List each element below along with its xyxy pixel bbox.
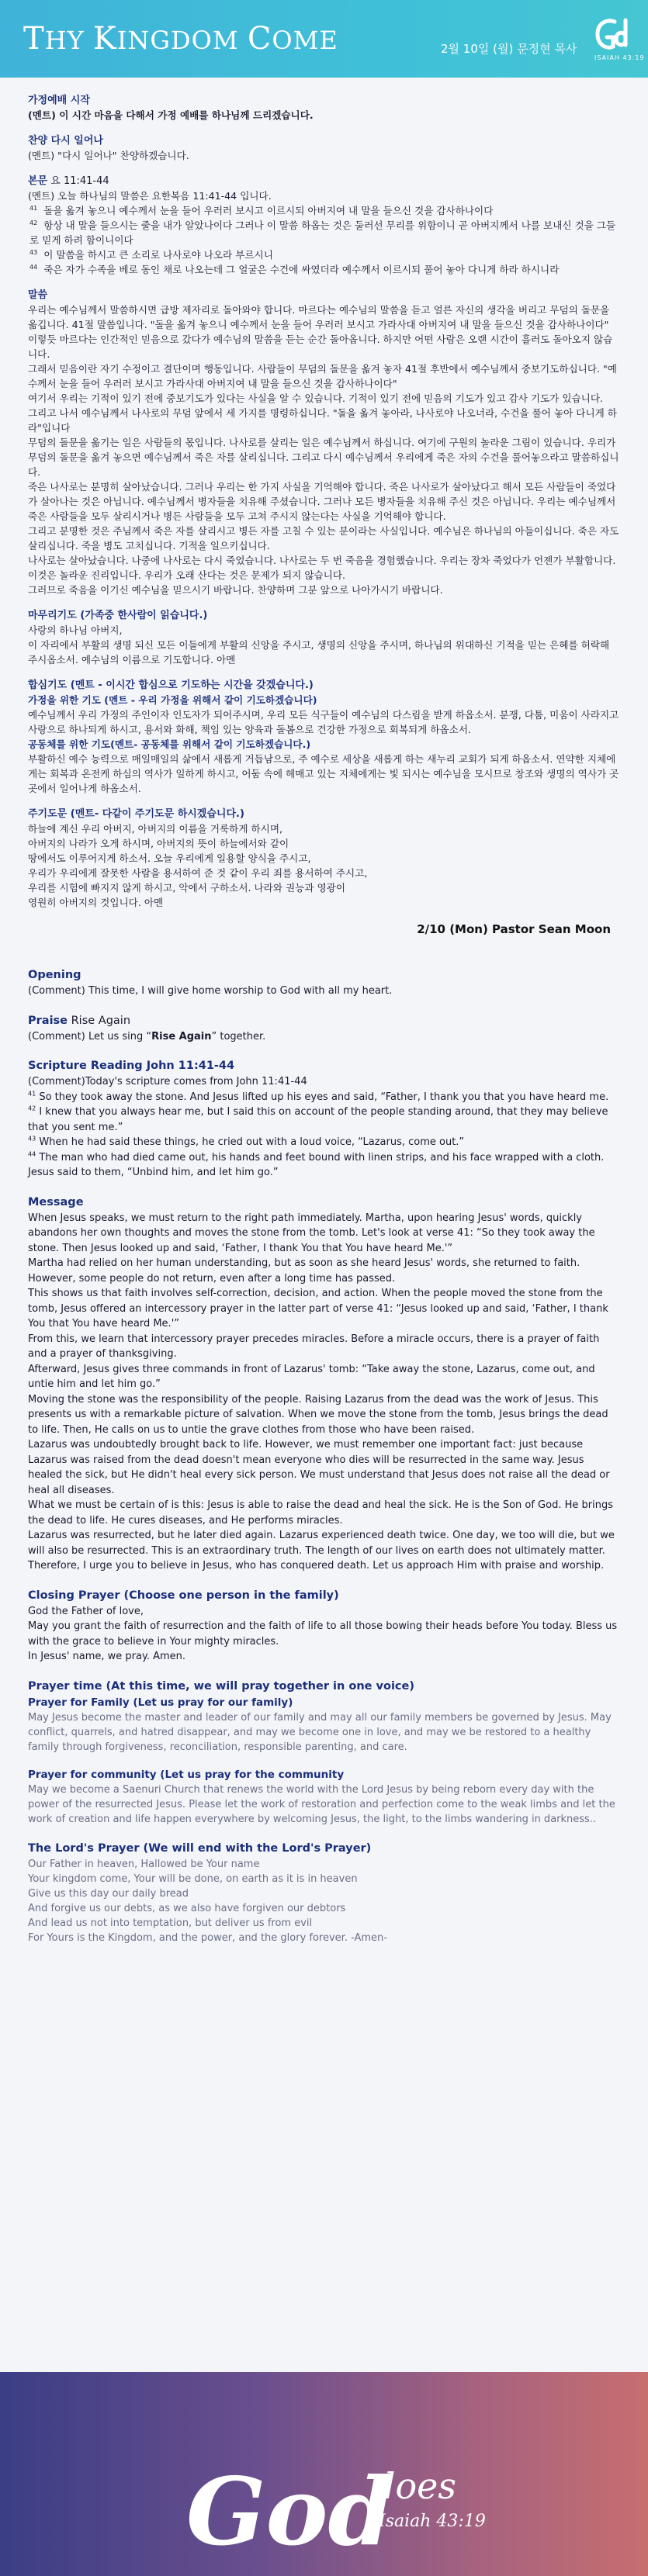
kr-lords-prayer-line: 땅에서도 이루어지게 하소서. 오늘 우리에게 일용할 양식을 주시고, [28,852,311,864]
en-lords-prayer-line: And forgive us our debts, as we also have forgiven our debtors [28,1902,346,1914]
header-banner [0,0,648,78]
en-message-title: Message [28,1195,84,1208]
pastor-signature: 2/10 (Mon) Pastor Sean Moon [417,922,611,936]
kr-opening-title: 가정예배 시작 [28,95,90,106]
en-closing-prayer-title: Closing Prayer (Choose one person in the family) [28,1589,339,1602]
en-closing-prayer-line: In Jesus' name, we pray. Amen. [28,1651,186,1662]
en-praise-text: (Comment) Let us sing “Rise Again” together. [28,1030,266,1043]
kr-scripture-intro: (멘트) 오늘 하나님의 말씀은 요한복음 11:41-44 입니다. [28,190,272,202]
kr-closing-prayer-title: 마무리기도 (가족중 한사람이 읽습니다.) [28,610,208,621]
en-message-section [28,1195,620,1574]
en-lords-prayer-section [28,1841,620,1945]
kr-closing-prayer-line: 사랑의 하나님 아버지, [28,624,123,636]
kr-closing-prayer-section [28,608,620,667]
kr-message-paragraph: 그리고 분명한 것은 주님께서 죽은 자를 살리시고 병든 자를 고칠 수 있는 분이라는 사실입니다. 예수님은 하나님의 아들이십니다. 죽은 자도 살리십니다. 죽을 병도 고치십니다. 기적을 일으키십니다. [28,525,619,552]
en-prayer-time-title: Prayer time (At this time, we will pray together in one voice) [28,1679,414,1693]
kr-group-prayer-section [28,678,620,796]
kr-verse: $^{41}$ 돌을 옮겨 놓으니 예수께서 눈을 들어 우러러 보시고 이르시되 아버지여 내 말을 들으신 것을 감사하나이다 [29,204,494,216]
footer-does-text: does [373,2465,456,2507]
kr-community-prayer-title: 공동체를 위한 기도(멘트- 공동체를 위해서 같이 기도하겠습니다.) [28,738,311,750]
en-verse: $^{44}$ The man who had died came out, his hands and feet bound with linen strips, and his face wrapped with a cloth. Jesus said to them, “Unbind him, and let him go.” [28,1150,605,1178]
kr-scripture-title: 본문 요 11:41-44 [28,175,109,187]
en-message-paragraph: From this, we learn that intercessory prayer precedes miracles. Before a miracle occurs, there is a prayer of faith and a prayer of thanksgiving. [28,1333,600,1360]
en-opening-text: (Comment) This time, I will give home worship to God with all my heart. [28,985,393,997]
kr-praise-section [28,133,620,163]
kr-lords-prayer-line: 아버지의 나라가 오게 하시며, 아버지의 뜻이 하늘에서와 같이 [28,838,289,849]
kr-message-paragraph: 이렇듯 마르다는 인간적인 믿음으로 갔다가 예수님의 말씀을 듣는 순간 돌아옵니다. 하지만 어떤 사람은 오랜 시간이 흘러도 돌아오지 않습니다. [28,334,613,360]
en-opening-section [28,967,620,999]
en-lords-prayer-line: Our Father in heaven, Hallowed be Your name [28,1858,260,1870]
en-lords-prayer-line: And lead us not into temptation, but deliver us from evil [28,1917,313,1929]
en-message-paragraph: Lazarus was resurrected, but he later died again. Lazarus experienced death twice. One day, we too will die, but we will also be resurrected. This is an extraordinary truth. The length of our lives on earth does not ultimately matter. [28,1530,615,1557]
god-does-logo-icon [591,14,633,56]
kr-praise-title: 찬양 다시 일어나 [28,135,103,147]
en-message-paragraph: Therefore, I urge you to believe in Jesus, who has conquered death. Let us approach Him with praise and worship. [28,1560,605,1572]
kr-lords-prayer-line: 우리를 시험에 빠지지 않게 하시고, 악에서 구하소서. 나라와 권능과 영광이 [28,882,346,894]
en-lords-prayer-line: For Yours is the Kingdom, and the power, and the glory forever. -Amen- [28,1931,387,1944]
footer-god-text: God [186,2457,393,2567]
kr-message-paragraph: 무덤의 돌문을 옮기는 일은 사람들의 몫입니다. 나사로를 살리는 일은 예수님께서 하십니다. 여기에 구원의 놀라운 그림이 있습니다. 우리가 무덤의 돌문을 옮겨 놓으면 예수님께서 죽은 자를 살리십니다. 그리고 다시 예수님께서 우리에게 죽은 자의 수건을 풀어놓으라고 말씀하십니다. [28,437,619,478]
kr-closing-prayer-line: 이 자리에서 부활의 생명 되신 모든 이들에게 부활의 신앙을 주시고, 생명의 신앙을 주시며, 하나님의 위대하신 기적을 믿는 은혜를 허락해 주시옵소서. 예수님의 이름으로 기도합니다. 아멘 [28,639,610,666]
kr-message-title: 말씀 [28,289,48,301]
en-message-paragraph: Martha had relied on her human understanding, but as soon as she heard Jesus' words, she returned to faith. However, some people do not return, even after a long time has passed. [28,1257,580,1285]
page-title: THY KINGDOM COME [23,21,338,57]
en-message-paragraph: Lazarus was undoubtedly brought back to life. However, we must remember one important fact: just because Lazarus was raised from the dead doesn't mean everyone who dies will be resurrected in the same way. Jesus healed the sick, but He didn't heal every sick person. We must understand that Jesus does not raise all the dead or heal all diseases. [28,1439,610,1496]
kr-message-paragraph: 나사로는 살아났습니다. 나중에 나사로는 다시 죽었습니다. 나사로는 두 번 죽음을 경험했습니다. 우리는 장차 죽었다가 언젠가 부활합니다. 이것은 놀라운 진리입니다. 우리가 오래 산다는 것은 문제가 되지 않습니다. [28,555,616,581]
en-opening-title: Opening [28,969,81,981]
kr-community-prayer-text: 부활하신 예수 능력으로 매일매일의 삶에서 새롭게 거듭남으로, 주 예수로 세상을 새롭게 하는 새누리 교회가 되게 하옵소서. 연약한 지체에게는 회복과 온전케 하심의 역사가 일하게 하시고, 어둠 속에 헤매고 있는 지체에게는 빛 되시는 예수님을 모시므로 창조와 생명의 역사가 곳곳에서 일어나게 하옵소서. [28,753,619,794]
en-message-paragraph: Afterward, Jesus gives three commands in front of Lazarus' tomb: “Take away the stone, Lazarus, come out, and untie him and let him go.” [28,1363,595,1390]
kr-message-paragraph: 우리는 예수님께서 말씀하시면 급방 제자리로 돌아와야 합니다. 마르다는 예수님의 말씀을 듣고 얼른 자신의 생각을 버리고 무덤의 돌문을 옮깁니다. 41절 말씀입니다. "돌을 옮겨 놓으니 예수께서 눈을 들어 우러러 보시고 가라사대 아버지여 내 말을 들으신 것을 감사하나이다" [28,304,610,330]
kr-message-section [28,288,620,597]
en-message-paragraph: This shows us that faith involves self-correction, decision, and action. When the people moved the stone from the tomb, Jesus offered an intercessory prayer in the latter part of verse 41: “Jesus looked up and said, ‘Father, I thank You that You have heard Me.'” [28,1288,608,1329]
kr-praise-text: (멘트) "다시 일어나" 찬양하겠습니다. [28,150,189,161]
kr-opening-section [28,93,620,123]
kr-message-paragraph: 여기서 우리는 기적이 있기 전에 중보기도가 있다는 사실을 알 수 있습니다. 기적이 있기 전에 믿음의 기도가 있고 감사 기도가 있습니다. [28,392,604,404]
en-family-prayer-text: May Jesus become the master and leader of our family and may all our family members be governed by Jesus. May conflict, quarrels, and hatred disappear, and may we become one in love, and may we be restored to a healthy family through forgiveness, reconciliation, responsible parenting, and care. [28,1711,612,1753]
kr-lords-prayer-line: 하늘에 계신 우리 아버지, 아버지의 이름을 거룩하게 하시며, [28,823,283,835]
kr-verse-list [28,203,620,277]
en-praise-title: Praise Rise Again [28,1014,131,1027]
en-verse: $^{43}$ When he had said these things, he cried out with a loud voice, “Lazarus, come out.” [28,1135,465,1148]
kr-verse: $^{44}$ 죽은 자가 수족을 베로 동인 채로 나오는데 그 얼굴은 수건에 싸였더라 예수께서 이르시되 풀어 놓아 다니게 하라 하시니라 [29,263,560,275]
en-lords-prayer-title: The Lord's Prayer (We will end with the Lord's Prayer) [28,1841,372,1855]
kr-family-prayer-title: 가정을 위한 기도 (멘트 - 우리 가정을 위해서 같이 기도하겠습니다) [28,694,317,706]
kr-family-prayer-text: 예수님께서 우리 가정의 주인이자 인도자가 되어주시며, 우리 모든 식구들이 예수님의 다스림을 받게 하옵소서. 분쟁, 다툼, 미움이 사라지고 사랑으로 하나되게 하시고, 용서와 화해, 책임 있는 양육과 돌봄으로 건강한 가정으로 회복되게 하옵소서. [28,709,619,735]
sermon-date: 2월 10일 (월) 문정현 목사 [441,42,577,56]
kr-lords-prayer-line: 영원히 아버지의 것입니다. 아멘 [28,897,164,908]
kr-message-paragraph: 그러므로 죽음을 이기신 예수님을 믿으시기 바랍니다. 찬양하며 그분 앞으로 나아가시기 바랍니다. [28,584,443,596]
kr-verse: $^{42}$ 항상 내 말을 들으시는 줄을 내가 알았나이다 그러나 이 말씀 하옵는 것은 둘러선 무리를 위함이니 곧 아버지께서 나를 보내신 것을 그들로 믿게 하려 함이니이다 [29,219,616,246]
logo-caption: ISAIAH 43:19 [594,54,645,61]
en-community-prayer-title: Prayer for community (Let us pray for the community [28,1768,345,1781]
kr-lords-prayer-title: 주기도문 (멘트- 다같이 주기도문 하시겠습니다.) [28,808,244,820]
en-verse: $^{41}$ So they took away the stone. And Jesus lifted up his eyes and said, “Father, I thank you that you have heard me. [28,1090,609,1103]
en-lords-prayer-line: Your kingdom come, Your will be done, on earth as it is in heaven [28,1872,358,1885]
en-message-paragraph: What we must be certain of is this: Jesus is able to raise the dead and heal the sick. He is the Son of God. He brings the dead to life. He cures diseases, and He performs miracles. [28,1499,613,1527]
en-closing-prayer-line: May you grant the faith of resurrection and the faith of life to all those bowing their heads before You today. Bless us with the grace to believe in Your mighty miracles. [28,1620,618,1648]
footer-scripture-ref: Isaiah 43:19 [379,2512,486,2531]
en-scripture-section [28,1058,620,1181]
kr-message-paragraph: 그래서 믿음이란 자기 수정이고 결단이며 행동입니다. 사람들이 무덤의 돌문을 옮겨 놓자 41절 후반에서 예수님께서 중보기도하십니다. "예수께서 눈을 들어 우러러 보시고 가라사대 아버지여 내 말을 들으신 것을 감사하나이다" [28,363,617,389]
en-message-paragraph: When Jesus speaks, we must return to the right path immediately. Martha, upon hearing Jesus' words, quickly abandons her own thoughts and moves the stone from the tomb. Let's look at verse 41: “So they took away the stone. Then Jesus looked up and said, ‘Father, I thank You that You have heard Me.'” [28,1212,595,1254]
kr-lords-prayer-line: 우리가 우리에게 잘못한 사람을 용서하여 준 것 같이 우리 죄를 용서하여 주시고, [28,867,368,879]
kr-scripture-section [28,174,620,277]
en-lords-prayer-line: Give us this day our daily bread [28,1887,189,1900]
en-verse: $^{42}$ I knew that you always hear me, but I said this on account of the people standing around, that they may believe that you sent me.” [28,1105,608,1133]
kr-message-paragraph: 죽은 나사로는 분명히 살아났습니다. 그러나 우리는 한 가지 사실을 기억해야 합니다. 죽은 나사로가 살아났다고 해서 모든 사람들이 죽었다가 살아나는 것은 아닙니다. 예수님께서 병자들을 치유해 주셨습니다. 그러나 모든 병자들을 치유해 주신 것은 아닙니다. 우리는 예수님께서 죽은 사람들을 모두 살리시거나 병든 사람들을 모두 고쳐 주시지 않는다는 사실을 기억해야 합니다. [28,481,616,522]
kr-verse: $^{43}$ 이 말씀을 하시고 큰 소리로 나사로야 나오라 부르시니 [29,248,273,261]
en-praise-section [28,1013,620,1045]
kr-message-paragraph: 그리고 나서 예수님께서 나사로의 무덤 앞에서 세 가지를 명령하십니다. "돌을 옮겨 놓아라, 나사로야 나오너라, 수건을 풀어 놓아 다니게 하라"입니다 [28,407,617,434]
kr-group-prayer-title: 합심기도 (멘트 - 이시간 합심으로 기도하는 시간을 갖겠습니다.) [28,679,314,691]
en-scripture-title: Scripture Reading John 11:41-44 [28,1060,235,1072]
en-closing-prayer-section [28,1588,620,1665]
en-prayer-time-section [28,1679,620,1827]
en-message-paragraph: Moving the stone was the responsibility of the people. Raising Lazarus from the dead was the work of Jesus. This presents us with a remarkable picture of salvation. When we move the stone from the tomb, Jesus brings the dead to life. Then, He calls on us to untie the grave clothes from those who have been raised. [28,1393,608,1436]
kr-lords-prayer-section [28,807,620,910]
en-closing-prayer-line: God the Father of love, [28,1605,144,1617]
kr-opening-text: (멘트) 이 시간 마음을 다해서 가정 예배를 하나님께 드리겠습니다. [28,109,314,121]
en-family-prayer-title: Prayer for Family (Let us pray for our family) [28,1696,293,1709]
footer-banner [0,2372,648,2576]
en-scripture-intro: (Comment)Today's scripture comes from John 11:41-44 [28,1076,307,1087]
en-community-prayer-text: May we become a Saenuri Church that renews the world with the Lord Jesus by being reborn every day with the power of the resurrected Jesus. Please let the work of restoration and perfection come to the weak limbs and let the work of creation and life happen everywhere by welcoming Jesus, the light, to the limbs wandering in darkness.. [28,1783,615,1825]
